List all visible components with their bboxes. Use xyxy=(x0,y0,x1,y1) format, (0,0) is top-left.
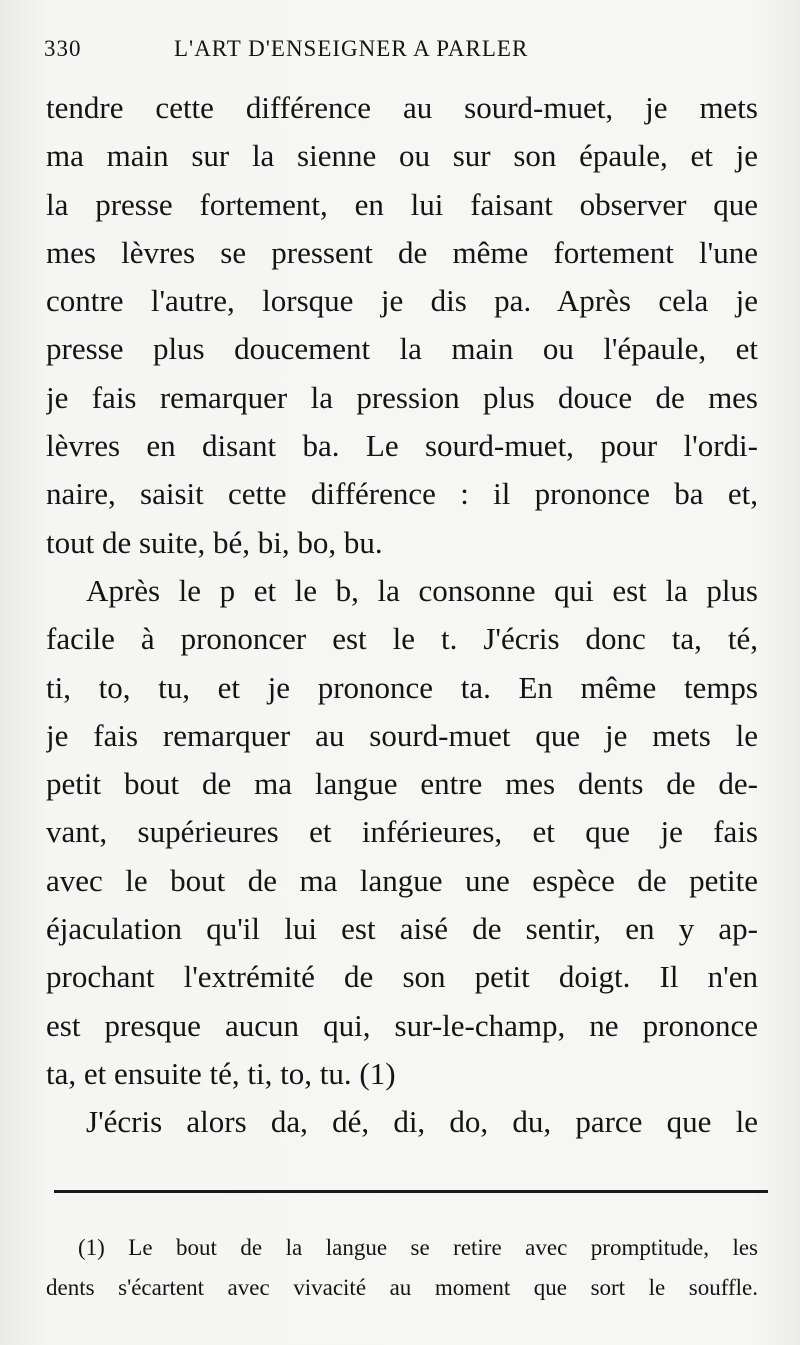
page-number: 330 xyxy=(44,36,82,61)
footnote-line: dents s'écartent avec vivacité au moment que sort le souffle. xyxy=(46,1275,758,1300)
text-line: tout de suite, bé, bi, bo, bu. xyxy=(46,524,383,560)
body-text xyxy=(46,84,758,1147)
text-line: tendre cette différence au sourd-muet, je mets xyxy=(46,90,758,125)
text-line: mes lèvres se pressent de même fortement l'une xyxy=(46,234,758,270)
text-line: est presque aucun qui, sur-le-champ, ne prononce xyxy=(46,1007,758,1043)
text-line: avec le bout de ma langue une espèce de petite xyxy=(46,862,758,898)
text-line: contre l'autre, lorsque je dis pa. Après cela je xyxy=(46,283,758,319)
text-line: prochant l'extrémité de son petit doigt. Il n'en xyxy=(46,959,758,995)
text-line: naire, saisit cette différence : il prononce ba et, xyxy=(46,476,758,512)
text-line: facile à prononcer est le t. J'écris donc ta, té, xyxy=(46,621,758,657)
text-line: la presse fortement, en lui faisant observer que xyxy=(46,186,758,222)
running-title: L'ART D'ENSEIGNER A PARLER xyxy=(174,36,529,61)
text-line: vant, supérieures et inférieures, et que je fais xyxy=(46,814,758,850)
text-line: Après le p et le b, la consonne qui est la plus xyxy=(86,572,758,608)
text-line: ta, et ensuite té, ti, to, tu. (1) xyxy=(46,1055,396,1091)
page-header xyxy=(44,36,764,76)
text-line: je fais remarquer au sourd-muet que je mets le xyxy=(46,717,758,753)
text-line: J'écris alors da, dé, di, do, du, parce que le xyxy=(86,1104,758,1140)
text-line: petit bout de ma langue entre mes dents de de- xyxy=(46,766,758,802)
text-line: presse plus doucement la main ou l'épaule, et xyxy=(46,331,758,367)
footnote-separator xyxy=(54,1190,768,1193)
footnotes xyxy=(46,1228,758,1308)
text-line: ma main sur la sienne ou sur son épaule, et je xyxy=(46,138,758,174)
footnote-line: (1) Le bout de la langue se retire avec promptitude, les xyxy=(78,1235,758,1260)
text-line: je fais remarquer la pression plus douce de mes xyxy=(46,379,758,415)
text-line: lèvres en disant ba. Le sourd-muet, pour l'ordi- xyxy=(46,428,758,464)
text-line: éjaculation qu'il lui est aisé de sentir, en y ap- xyxy=(46,911,758,947)
text-line: ti, to, tu, et je prononce ta. En même temps xyxy=(46,669,758,705)
